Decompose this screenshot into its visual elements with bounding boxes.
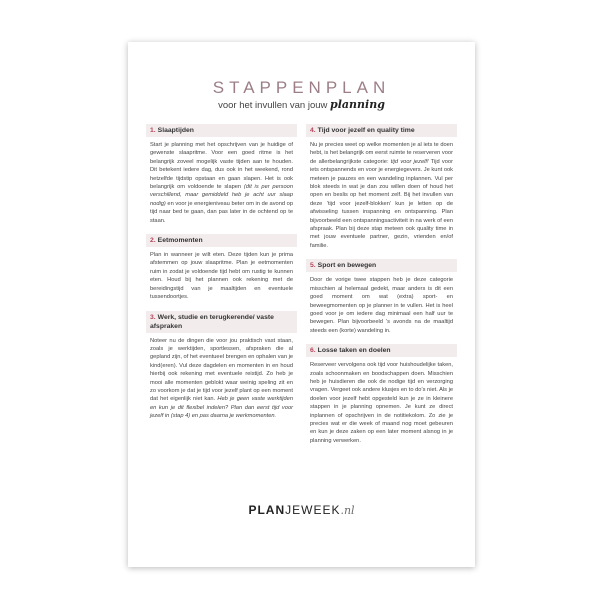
section-title: Losse taken en doelen	[317, 347, 391, 355]
section-number: 1.	[150, 127, 156, 134]
section-body	[310, 361, 453, 445]
section-heading	[306, 344, 457, 357]
right-column	[306, 124, 457, 454]
body-italic: Heb je geen vaste werktijden en kun je dit flexibel indelen? Plan dan eerst tijd voor jezelf in (stap 4) en pas daarna je werkmomenten.	[150, 396, 293, 420]
section-3	[146, 311, 297, 421]
section-2	[146, 234, 297, 301]
brand-logo	[128, 503, 475, 517]
section-number: 6.	[310, 347, 316, 355]
logo-plan: PLAN	[248, 503, 286, 517]
left-column	[146, 124, 297, 430]
section-heading	[306, 124, 457, 137]
body-italic: tijd voor jezelf!	[390, 158, 429, 165]
page-subtitle	[128, 98, 475, 111]
section-5	[306, 259, 457, 335]
section-heading	[146, 124, 297, 137]
section-title: Slaaptijden	[157, 127, 194, 134]
body-text: Start je planning met het opschrijven van je huidige of gewenste slaapritme. Voor een goed ritme is het belangrijk zoveel mogelijk vaste tijden aan te houden. Dit betekent iedere dag, dus ook in het weekend, rond hetzelfde tijdstip opstaan en gaan slapen. Het is ook belangrijk om voldoende te slapen	[150, 142, 293, 191]
logo-jeweek: JEWEEK	[285, 503, 341, 517]
body-text: Tijd voor iets ontspannends en voor je energiegevers. Je kunt ook meteen je pauzes en een wandeling inplannen. Vul per blok steeds in wat je dan zou willen doen of houd het open en beslis op het moment zelf. Bij het invullen van deze ‘tijd voor jezelf-blokken’ kun je letten op de afwisseling tussen inspanning en ontspanning. Plan bijvoorbeeld een ontspanningsactiviteit in na werk of een afspraak. Plan bij deze stap meteen ook quality time in met jouw eventuele partner, gezin, vrienden en/of familie.	[310, 158, 453, 249]
body-text: Nu je precies weet op welke momenten je al iets te doen hebt, is het belangrijk om eerst ruimte te reserveren voor de allerbelangrijkste categorie:	[310, 142, 453, 165]
subtitle-text: voor het invullen van jouw	[218, 100, 328, 111]
section-body	[310, 141, 453, 250]
section-title: Tijd voor jezelf en quality time	[317, 127, 415, 134]
body-text: Reserveer vervolgens ook tijd voor huishoudelijke taken, zoals schoonmaken en boodschappen doen. Misschien heb je huisdieren die ook de nodige tijd en verzorging vragen. Vergeet ook andere klusjes en to do’s niet. Als je doelen voor jezelf hebt opgesteld kun je ze in kleinere stappen in je planning opnemen. Je kunt ze direct inplannen of opschrijven in de notitiekolom. Zo zie je precies wat er die week of maand nog moet gebeuren en kun je deze zaken op een later moment alsnog in je planning verwerken.	[310, 362, 453, 444]
document-page	[128, 42, 475, 567]
body-italic: (dit is per persoon verschillend, maar gemiddeld heb je acht uur slaap nodig)	[150, 184, 293, 207]
section-body	[310, 276, 453, 335]
section-title: Sport en bewegen	[317, 262, 377, 270]
page-title: STAPPENPLAN	[212, 78, 391, 97]
body-text: Noteer nu de dingen die voor jou praktisch vast staan, zoals je werktijden, sportlessen, afspraken die al gepland zijn, of het eventueel brengen en ophalen van je kind(eren). Vul deze dagdelen en momenten in en houd hierbij ook rekening met eventuele reistijd. Zo heb je mooi alle momenten geblokt waar weinig speling zit en zo voorkom je dat je tijd voor jezelf plant op een moment dat het eigenlijk niet kan.	[150, 337, 293, 403]
section-number: 5.	[310, 262, 316, 270]
logo-domain: .nl	[340, 504, 355, 517]
subtitle-script: planning	[330, 98, 385, 111]
section-body	[150, 251, 293, 301]
section-4	[306, 124, 457, 250]
section-number: 2.	[150, 237, 156, 245]
section-title: Werk, studie en terugkerende/ vaste afspraken	[150, 313, 274, 330]
section-number: 3.	[150, 313, 156, 321]
section-number: 4.	[310, 127, 316, 134]
body-text: Door de vorige twee stappen heb je deze categorie misschien al helemaal gedekt, maar anders is dit een goed moment om wat (extra) sport- en beweegmomenten op je planner in te vullen. Het is heel goed voor je om iedere dag minimaal een half uur te bewegen. Plan bijvoorbeeld ’s avonds na de maaltijd steeds een (korte) wandeling in.	[310, 277, 453, 334]
section-heading	[146, 311, 297, 333]
body-text: Plan in wanneer je wilt eten. Deze tijden kun je prima afstemmen op jouw slaapritme. Plan je eetmomenten ruim in zodat je voldoende tijd hebt om rustig te kunnen eten. Houd bij het plannen ook rekening met de bereidingstijd van je maaltijden en eventuele tussendoortjes.	[150, 252, 293, 301]
section-title: Eetmomenten	[157, 237, 203, 245]
section-6	[306, 344, 457, 445]
section-heading	[306, 259, 457, 272]
body-text: en voor je energieniveau beter om in de avond op tijd naar bed te gaan, dan pas later in de ochtend op te staan.	[150, 200, 293, 224]
section-body	[150, 141, 293, 225]
section-heading	[146, 234, 297, 247]
section-body	[150, 337, 293, 421]
section-1	[146, 124, 297, 225]
